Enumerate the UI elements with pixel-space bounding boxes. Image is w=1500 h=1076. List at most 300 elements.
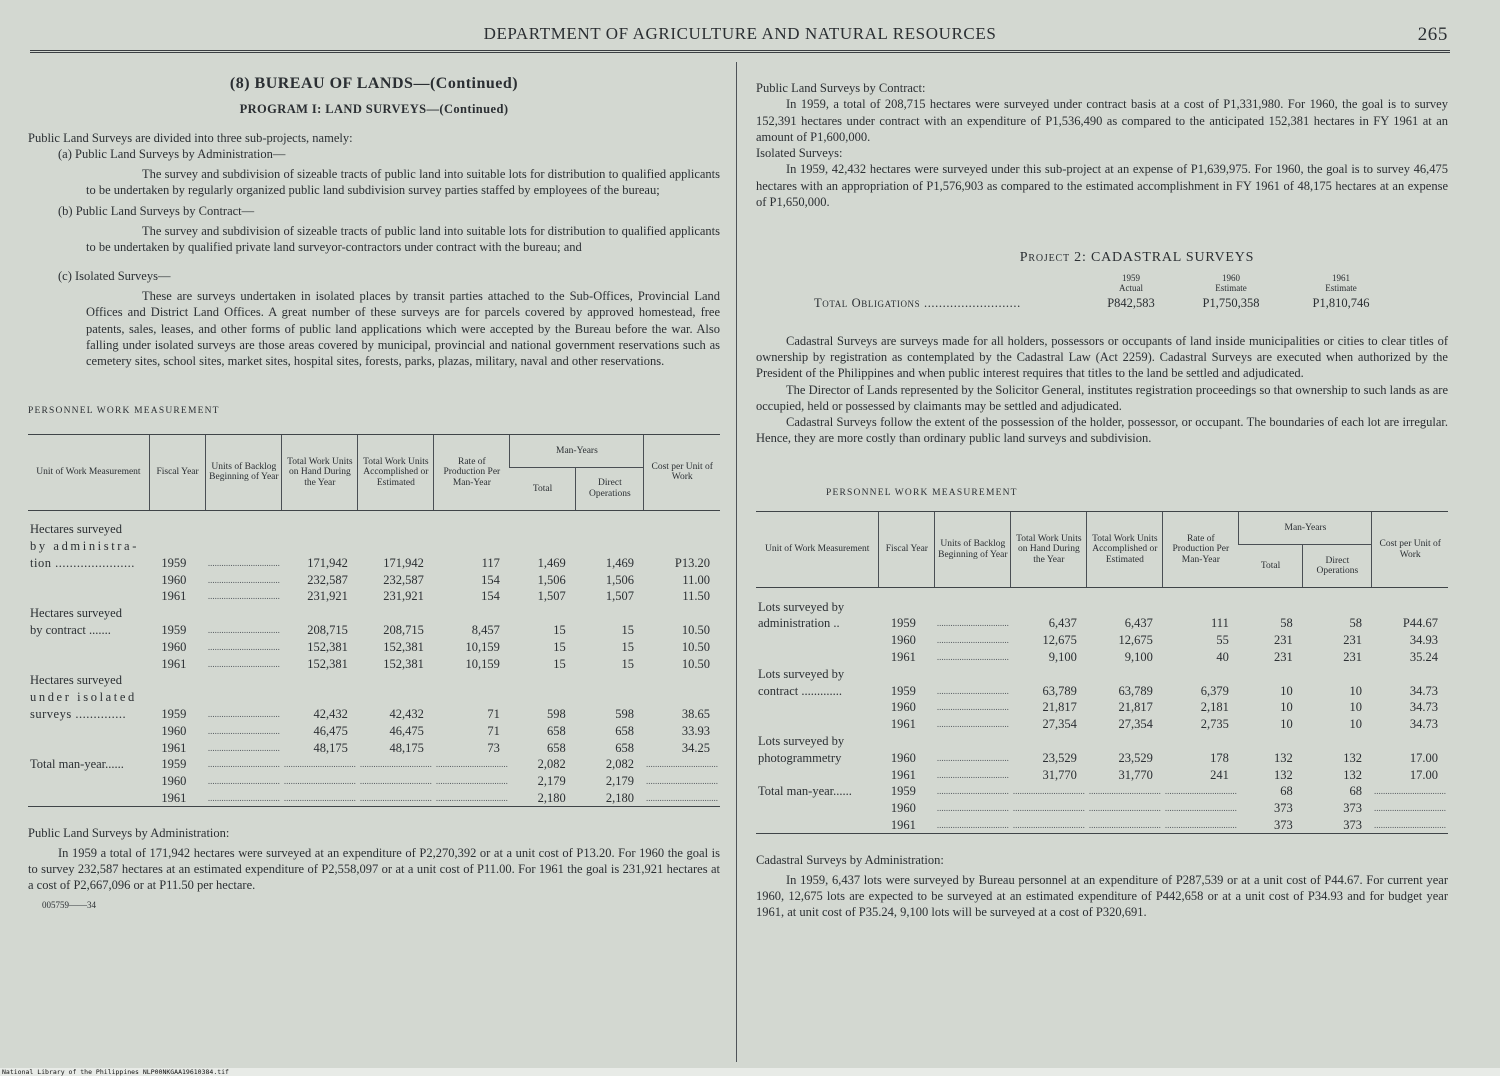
empty-cell [1372, 665, 1448, 682]
table-row [756, 699, 1448, 716]
dot-leader: ................................ [1164, 803, 1237, 814]
man-years-total: 132 [1274, 750, 1293, 765]
spacer [756, 447, 1448, 485]
man-years-total: 1,469 [537, 555, 566, 570]
cadastral-admin-heading: Cadastral Surveys by Administration: [756, 853, 944, 868]
spacer [28, 420, 720, 434]
production-rate: 117 [481, 555, 500, 570]
table-row [28, 739, 720, 756]
fiscal-year: 1960 [890, 633, 916, 648]
man-years-direct: 373 [1303, 816, 1372, 833]
empty-cell [644, 538, 720, 555]
empty-cell [576, 672, 644, 689]
dot-leader: ................................ [1011, 816, 1087, 833]
dot-leader: ................................ [1164, 786, 1237, 797]
backlog-leader: ................................ [936, 635, 1009, 646]
empty-cell [1163, 732, 1239, 749]
production-rate: 71 [487, 707, 500, 722]
cost-per-unit: 34.73 [1409, 717, 1438, 732]
spacer [28, 807, 720, 825]
empty-cell [1011, 598, 1087, 615]
table-row [756, 732, 1448, 749]
fiscal-year: 1959 [890, 683, 916, 698]
dot-leader: ................................ [358, 790, 434, 807]
empty-cell [644, 672, 720, 689]
backlog-leader: ................................ [207, 557, 280, 568]
dot-leader: ................................ [283, 776, 356, 787]
cost-per-unit: 38.65 [681, 707, 710, 722]
table-body [756, 588, 1448, 834]
spacer [756, 834, 1448, 852]
row-label [756, 766, 879, 783]
row-label [28, 588, 149, 605]
column-year: 1959 [1122, 272, 1140, 283]
footer-code: 005759——34 [42, 900, 96, 911]
man-years-direct: 658 [615, 740, 634, 755]
obligation-value: P842,583 [1107, 295, 1155, 310]
units-on-hand: 9,100 [1048, 649, 1077, 664]
backlog-leader: ................................ [207, 591, 280, 602]
header-accomplished: Total Work Units Accomplished or Estimated [358, 434, 434, 510]
cadastral-work-measurement-table [756, 511, 1448, 834]
column-year: 1961 [1332, 272, 1350, 283]
man-years-direct: 15 [621, 623, 634, 638]
empty-cell [510, 521, 576, 538]
empty-cell [1087, 598, 1163, 615]
empty-cell [434, 605, 510, 622]
units-on-hand: 48,175 [313, 740, 348, 755]
empty-cell [1372, 732, 1448, 749]
empty-cell [206, 689, 282, 706]
production-rate: 73 [487, 740, 500, 755]
table-row [28, 689, 720, 706]
row-label: Lots surveyed by [758, 733, 845, 748]
units-on-hand: 12,675 [1042, 633, 1077, 648]
cadastral-paragraph-3: Cadastral Surveys follow the extent of the possession of the holder, possessor, or occupant. The boundaries of each lot are irregular. Hence, they are more costly than ordinary public land surveys and subdivision. [756, 415, 1448, 446]
scan-imprint: National Library of the Philippines NLP00NKGAA19610384.tif [0, 1068, 1500, 1076]
empty-cell [358, 521, 434, 538]
row-label [756, 648, 879, 665]
fiscal-year: 1961 [890, 767, 916, 782]
man-years-direct: 1,507 [605, 589, 634, 604]
man-years-direct: 658 [615, 723, 634, 738]
fiscal-year: 1959 [161, 707, 187, 722]
man-years-total: 1,507 [537, 589, 566, 604]
empty-cell [282, 689, 358, 706]
table-row [28, 538, 720, 555]
fiscal-year: 1959 [890, 784, 916, 799]
empty-cell [510, 689, 576, 706]
empty-cell [282, 605, 358, 622]
fiscal-year: 1960 [890, 700, 916, 715]
header-unit: Unit of Work Measurement [28, 434, 149, 510]
units-accomplished: 171,942 [383, 555, 424, 570]
production-rate: 2,181 [1200, 700, 1229, 715]
backlog-leader: ................................ [936, 685, 1009, 696]
totals-label [28, 790, 149, 807]
man-years-direct: 10 [1349, 683, 1362, 698]
work-measurement-table [28, 434, 720, 808]
row-label [28, 739, 149, 756]
man-years-total: 15 [553, 656, 566, 671]
units-accomplished: 208,715 [383, 623, 424, 638]
dot-leader: ................................ [283, 759, 356, 770]
intro-paragraph: Public Land Surveys are divided into three sub-projects, namely: [28, 130, 353, 145]
man-years-direct: 373 [1343, 801, 1362, 816]
row-label: photogrammetry [758, 750, 842, 765]
units-on-hand: 208,715 [307, 623, 348, 638]
fiscal-year: 1960 [161, 572, 187, 587]
man-years-total: 598 [546, 707, 566, 722]
header-rate: Rate of Production Per Man-Year [1163, 512, 1239, 588]
man-years-direct: 231 [1343, 649, 1362, 664]
empty-cell [149, 672, 206, 689]
empty-cell [1011, 665, 1087, 682]
cost-per-unit: 10.50 [681, 639, 710, 654]
spacer [756, 313, 1448, 333]
empty-cell [879, 665, 935, 682]
row-label [756, 632, 879, 649]
production-rate: 241 [1210, 767, 1229, 782]
units-on-hand: 6,437 [1048, 616, 1077, 631]
row-label: by administra- [30, 539, 139, 554]
table-row [756, 632, 1448, 649]
table-row [28, 554, 720, 571]
header-direct: Direct Operations [576, 467, 644, 510]
row-label: Lots surveyed by [758, 599, 845, 614]
spacer [756, 501, 1448, 511]
table-row [756, 665, 1448, 682]
table-row [28, 638, 720, 655]
units-accomplished: 12,675 [1118, 633, 1153, 648]
units-accomplished: 23,529 [1118, 750, 1153, 765]
empty-cell [358, 538, 434, 555]
row-label: tion ...................... [30, 555, 135, 570]
empty-cell [1087, 732, 1163, 749]
production-rate: 10,159 [465, 639, 500, 654]
man-years-total: 58 [1280, 616, 1293, 631]
isolated-paragraph: In 1959, 42,432 hectares were surveyed under this sub-project at an expense of P1,639,975. For 1960, the goal is to survey 46,475 hectares with an appropriation of P1,576,903 as compared to the estimated accomplishment in FY 1961 of 48,175 hectares at an expense of P1,650,000. [756, 162, 1448, 210]
man-years-total: 10 [1280, 700, 1293, 715]
man-years-total: 132 [1274, 767, 1293, 782]
row-label [28, 722, 149, 739]
spacer [28, 373, 720, 403]
units-accomplished: 48,175 [389, 740, 424, 755]
header-man-years: Man-Years [1239, 512, 1372, 545]
empty-cell [149, 521, 206, 538]
table-row [756, 598, 1448, 615]
header-backlog: Units of Backlog Beginning of Year [935, 512, 1011, 588]
units-on-hand: 171,942 [307, 555, 348, 570]
production-rate: 55 [1216, 633, 1229, 648]
backlog-leader: ................................ [207, 658, 280, 669]
units-accomplished: 231,921 [383, 589, 424, 604]
row-label [756, 699, 879, 716]
backlog-leader: ................................ [936, 719, 1009, 730]
table-body [28, 510, 720, 807]
table-row [28, 655, 720, 672]
man-years-direct: 10 [1349, 717, 1362, 732]
fiscal-year: 1959 [890, 616, 916, 631]
cadastral-paragraph-2: The Director of Lands represented by the Solicitor General, institutes registration proceedings so that ownership to such lands as are occupied, held or possessed by claimants may be settled and adjudicated. [756, 382, 1448, 413]
production-rate: 154 [481, 589, 500, 604]
backlog-leader: ................................ [936, 769, 1009, 780]
header-on-hand: Total Work Units on Hand During the Year [1011, 512, 1087, 588]
item-a-text: The survey and subdivision of sizeable tracts of public land into suitable lots for distribution to qualified applicants to be undertaken by regularly organized public land subdivision survey parties staffed by employees of the bureau; [86, 167, 720, 198]
units-on-hand: 232,587 [307, 572, 348, 587]
dot-leader: ................................ [1012, 786, 1085, 797]
production-rate: 6,379 [1200, 683, 1229, 698]
dot-leader: ................................ [936, 786, 1009, 797]
row-label: Lots surveyed by [758, 666, 845, 681]
table-row [756, 682, 1448, 699]
cost-per-unit: P44.67 [1402, 616, 1438, 631]
units-accomplished: 42,432 [389, 707, 424, 722]
man-years-total: 231 [1274, 649, 1293, 664]
dot-leader: ................................ [1372, 816, 1448, 833]
bureau-title: (8) BUREAU OF LANDS—(Continued) [229, 75, 519, 92]
empty-cell [358, 689, 434, 706]
man-years-total: 1,506 [537, 572, 566, 587]
empty-cell [149, 689, 206, 706]
cost-per-unit: P13.20 [674, 555, 710, 570]
dot-leader: ................................ [645, 776, 718, 787]
header-direct: Direct Operations [1303, 545, 1372, 588]
table-row [28, 722, 720, 739]
units-accomplished: 46,475 [389, 723, 424, 738]
table-caption: PERSONNEL WORK MEASUREMENT [826, 487, 1018, 498]
fiscal-year: 1961 [161, 589, 187, 604]
production-rate: 154 [481, 572, 500, 587]
production-rate: 111 [1211, 616, 1229, 631]
fiscal-year: 1961 [879, 816, 935, 833]
man-years-direct: 598 [615, 707, 634, 722]
row-label: Hectares surveyed [30, 522, 122, 537]
dot-leader: ................................ [435, 776, 508, 787]
totals-row [756, 800, 1448, 817]
table-row [756, 648, 1448, 665]
man-years-total: 2,179 [537, 774, 566, 789]
top-spacer-row [28, 510, 720, 521]
empty-cell [206, 521, 282, 538]
man-years-total: 2,082 [537, 757, 566, 772]
empty-cell [510, 672, 576, 689]
fiscal-year: 1960 [161, 774, 187, 789]
empty-cell [879, 732, 935, 749]
empty-cell [576, 521, 644, 538]
row-label: administration .. [758, 616, 840, 631]
units-on-hand: 152,381 [307, 639, 348, 654]
running-head-title: DEPARTMENT OF AGRICULTURE AND NATURAL RESOURCES [483, 24, 997, 43]
production-rate: 40 [1216, 649, 1229, 664]
header-fiscal-year: Fiscal Year [149, 434, 206, 510]
fiscal-year: 1960 [890, 801, 916, 816]
dot-leader: ................................ [359, 776, 432, 787]
table-row [756, 716, 1448, 733]
table-row [756, 615, 1448, 632]
cost-per-unit: 33.93 [681, 723, 710, 738]
man-years-total: 658 [546, 723, 566, 738]
cost-per-unit: 10.50 [681, 623, 710, 638]
empty-cell [206, 605, 282, 622]
cadastral-admin-paragraph: In 1959, 6,437 lots were surveyed by Bureau personnel at an expenditure of P287,539 or at a unit cost of P44.67. For current year 1960, 12,675 lots are expected to be surveyed at an estimated expenditure of P442,658 or at a unit cost of P34.93 and for budget year 1961, at unit cost of P35.24, 9,100 lots will be surveyed at a cost of P320,691. [756, 872, 1448, 920]
admin-heading: Public Land Surveys by Administration: [28, 826, 230, 841]
man-years-direct: 68 [1349, 784, 1362, 799]
man-years-total: 10 [1280, 683, 1293, 698]
empty-cell [206, 672, 282, 689]
empty-cell [358, 672, 434, 689]
man-years-direct: 58 [1349, 616, 1362, 631]
totals-label [756, 816, 879, 833]
empty-cell [576, 689, 644, 706]
totals-label [28, 773, 149, 790]
header-rate: Rate of Production Per Man-Year [434, 434, 510, 510]
obligations-column-header [1086, 273, 1176, 293]
units-on-hand: 21,817 [1042, 700, 1077, 715]
item-b-text: The survey and subdivision of sizeable tracts of public land into suitable lots for distribution to qualified applicants to be undertaken by qualified private land surveyor-contractors under contract with the bureau; and [86, 224, 720, 255]
man-years-direct: 231 [1343, 633, 1362, 648]
table-caption: PERSONNEL WORK MEASUREMENT [28, 406, 220, 417]
fiscal-year: 1959 [161, 623, 187, 638]
empty-cell [1372, 598, 1448, 615]
cadastral-paragraph-1: Cadastral Surveys are surveys made for all holders, possessors or occupants of land inside municipalities or cities to clear titles of ownership by registration as contemplated by the Cadastral Law (Act 2259). Cadastral Surveys are executed when authorized by the President of the Philippines and when public interest requires that titles to the land be settled and adjudicated. [756, 333, 1448, 381]
obligations-row [756, 295, 1448, 313]
units-accomplished: 152,381 [383, 639, 424, 654]
dot-leader: ................................ [207, 759, 280, 770]
dot-leader: ................................ [207, 776, 280, 787]
dot-leader: ................................ [434, 790, 510, 807]
units-accomplished: 63,789 [1118, 683, 1153, 698]
isolated-heading: Isolated Surveys: [756, 146, 843, 161]
empty-cell [644, 689, 720, 706]
project-title: Project 2: CADASTRAL SURVEYS [1019, 250, 1255, 266]
totals-row [756, 816, 1448, 833]
header-accomplished: Total Work Units Accomplished or Estimated [1087, 512, 1163, 588]
fiscal-year: 1961 [161, 740, 187, 755]
backlog-leader: ................................ [936, 618, 1009, 629]
header-total: Total [510, 467, 576, 510]
table-row [28, 521, 720, 538]
fiscal-year: 1959 [161, 555, 187, 570]
units-accomplished: 232,587 [383, 572, 424, 587]
empty-cell [434, 538, 510, 555]
cost-per-unit: 17.00 [1409, 767, 1438, 782]
dot-leader: ................................ [206, 790, 282, 807]
page-number: 265 [1417, 24, 1448, 45]
cost-per-unit: 10.50 [681, 656, 710, 671]
empty-cell [879, 598, 935, 615]
production-rate: 71 [487, 723, 500, 738]
empty-cell [1303, 665, 1372, 682]
spacer [756, 210, 1448, 250]
empty-cell [510, 605, 576, 622]
man-years-direct: 132 [1343, 750, 1362, 765]
dot-leader: ................................ [359, 759, 432, 770]
fiscal-year: 1961 [149, 790, 206, 807]
empty-cell [358, 605, 434, 622]
dot-leader: ................................ [1163, 816, 1239, 833]
dot-leader: ................................ [1087, 816, 1163, 833]
obligation-value: P1,750,358 [1202, 295, 1260, 310]
admin-paragraph: In 1959 a total of 171,942 hectares were surveyed at an expenditure of P2,270,392 or at a unit cost of P13.20. For 1960 the goal is to survey 232,587 hectares at an estimated expenditure of P2,558,097 or at a unit cost of P11.00. For 1961 the goal is 231,921 hectares at a cost of P2,667,096 or at P11.50 per hectare. [28, 845, 720, 893]
header-total: Total [1239, 545, 1303, 588]
man-years-total: 658 [546, 740, 566, 755]
dot-leader: ................................ [1088, 803, 1161, 814]
item-c-text: These are surveys undertaken in isolated places by transit parties attached to the Sub-Offices, Provincial Land Offices and District Land Offices. A great number of these surveys are for parcels covered by approved homestead, free patents, sales, leases, and other forms of public land applications which were accepted by the Bureau before the war. Also falling under isolated surveys are those areas covered by municipal, provincial and national government reservations such as cemetery sites, school sites, market sites, hospital sites, forests, parks, plazas, military, naval and other reservations. [86, 288, 720, 369]
row-label: surveys .............. [30, 707, 127, 722]
header-rule [30, 50, 1450, 56]
dot-leader: ................................ [1373, 786, 1446, 797]
totals-label: Total man-year...... [758, 784, 852, 799]
production-rate: 2,735 [1200, 717, 1229, 732]
empty-cell [1239, 598, 1303, 615]
man-years-direct: 1,506 [605, 572, 634, 587]
table-row [28, 622, 720, 639]
backlog-leader: ................................ [207, 574, 280, 585]
header-cost: Cost per Unit of Work [644, 434, 720, 510]
spacer-cell [28, 510, 720, 521]
units-accomplished: 9,100 [1124, 649, 1153, 664]
empty-cell [644, 605, 720, 622]
dot-leader: ................................ [644, 790, 720, 807]
fiscal-year: 1961 [161, 656, 187, 671]
contract-paragraph: In 1959, a total of 208,715 hectares were surveyed under contract basis at a cost of P1,331,980. For 1960, the goal is to survey 152,391 hectares under contract with an expenditure of P1,536,490 as compared to the anticipated 152,381 hectares in FY 1961 at an amount of P1,600,000. [756, 97, 1448, 144]
column-divider [736, 62, 737, 1062]
man-years-total: 10 [1280, 717, 1293, 732]
column-year: 1960 [1222, 272, 1240, 283]
dot-leader: ................................ [935, 816, 1011, 833]
dot-leader: ................................ [282, 790, 358, 807]
empty-cell [282, 538, 358, 555]
table-row [28, 571, 720, 588]
fiscal-year: 1961 [890, 717, 916, 732]
man-years-direct: 15 [621, 656, 634, 671]
right-column [756, 70, 1448, 920]
row-label [756, 716, 879, 733]
units-on-hand: 231,921 [307, 589, 348, 604]
empty-cell [510, 538, 576, 555]
contract-heading: Public Land Surveys by Contract: [756, 81, 926, 95]
man-years-total: 231 [1274, 633, 1293, 648]
left-column [28, 70, 720, 914]
cost-per-unit: 11.00 [682, 572, 710, 587]
table-row [756, 766, 1448, 783]
units-on-hand: 46,475 [313, 723, 348, 738]
empty-cell [1011, 732, 1087, 749]
production-rate: 10,159 [465, 656, 500, 671]
item-b-heading: (b) Public Land Surveys by Contract— [58, 203, 255, 218]
empty-cell [434, 521, 510, 538]
cost-per-unit: 34.73 [1409, 683, 1438, 698]
man-years-direct: 132 [1343, 767, 1362, 782]
dot-leader: ................................ [645, 759, 718, 770]
row-label: Hectares surveyed [30, 673, 122, 688]
obligations-label: Total Obligations .......................... [814, 295, 1021, 310]
header-backlog: Units of Backlog Beginning of Year [206, 434, 282, 510]
cost-per-unit: 34.73 [1409, 700, 1438, 715]
column-kind: Actual [1119, 282, 1143, 293]
backlog-leader: ................................ [207, 625, 280, 636]
running-head [30, 24, 1450, 48]
backlog-leader: ................................ [936, 651, 1009, 662]
units-accomplished: 31,770 [1118, 767, 1153, 782]
units-on-hand: 27,354 [1042, 717, 1077, 732]
program-title: PROGRAM I: LAND SURVEYS—(Continued) [239, 102, 509, 117]
units-on-hand: 152,381 [307, 656, 348, 671]
table-row [28, 706, 720, 723]
dot-leader: ................................ [1012, 803, 1085, 814]
row-label: Hectares surveyed [30, 606, 122, 621]
